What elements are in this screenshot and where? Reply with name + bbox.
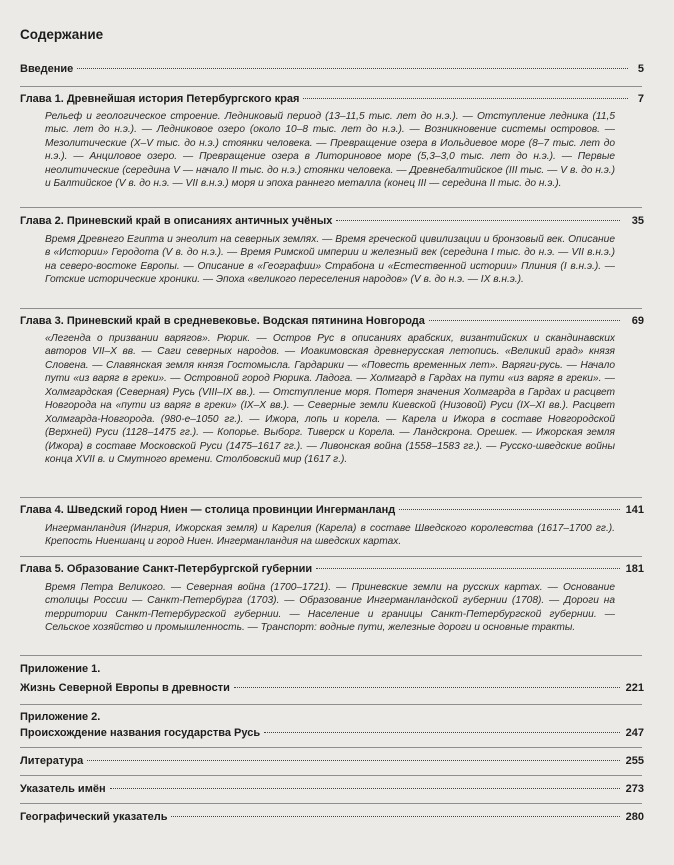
toc-page-number: 280 (625, 811, 644, 823)
chapter-5-description: Время Петра Великого. — Северная война (1700–1721). — Приневские земли на русских картах. — Основание столицы России — Санкт-Петербурга (1703). — Образование Ингерманландской губернии (1708). — Дороги на территории Санкт-Петербургской губернии. — Население и границы Санкт-Петербургской губернии. — Сельское хозяйство и промышленность. — Транспорт: водные пути, железные дороги и основные тракты. (45, 582, 615, 634)
toc-page-number: 7 (637, 93, 644, 105)
divider (20, 497, 642, 498)
toc-entry-chapter-3[interactable] (20, 315, 644, 327)
dot-leader (303, 98, 628, 99)
toc-entry-geo-index[interactable] (20, 811, 644, 823)
dot-leader (87, 760, 620, 761)
toc-entry-label: Географический указатель (20, 811, 168, 823)
toc-entry-label: Указатель имён (20, 783, 106, 795)
divider (20, 207, 642, 208)
toc-entry-chapter-5[interactable] (20, 563, 644, 575)
divider (20, 704, 642, 705)
toc-entry-chapter-4[interactable] (20, 504, 644, 516)
page-title: Содержание (20, 27, 104, 42)
toc-entry-appendix-1[interactable] (20, 682, 644, 694)
toc-entry-appendix-2[interactable] (20, 727, 644, 739)
dot-leader (77, 68, 628, 69)
toc-entry-label: Литература (20, 755, 84, 767)
toc-entry-label: Глава 5. Образование Санкт-Петербургской губернии (20, 563, 313, 575)
toc-page-number: 221 (625, 682, 644, 694)
toc-page-number: 69 (631, 315, 644, 327)
toc-entry-label: Жизнь Северной Европы в древности (20, 682, 230, 694)
chapter-2-description: Время Древнего Египта и энеолит на северных землях. — Время греческой цивилизации и бронзовый век. Описание в «Истории» Геродота (V в. до н.э.). — Время Римской империи и железный век (середина I тыс. до н.э. — VII в.н.э.) на северо-востоке Европы. — Описание в «Географии» Страбона и «Естественной истории» Плиния (I в.н.э.). — Готские исторические хроники. — Эпоха «великого переселения народов» (V в. до н.э. — IX в.н.э.). (45, 234, 615, 286)
dot-leader (171, 816, 620, 817)
divider (20, 86, 642, 87)
toc-entry-label: Глава 2. Приневский край в описаниях античных учёных (20, 215, 333, 227)
toc-entry-chapter-2[interactable] (20, 215, 644, 227)
toc-page-number: 273 (625, 783, 644, 795)
chapter-1-description: Рельеф и геологическое строение. Ледниковый период (13–11,5 тыс. лет до н.э.). — Отступление ледника (11,5 тыс. лет до н.э.). — Ледниковое озеро (около 10–8 тыс. лет до н.э.). — Возникновение системы островов. — Мезолитические (X–V тыс. до н.э.) стоянки человека. — Превращение озера в Иольдиевое море (8–7 тыс. лет до н.э.). — Анциловое озеро. — Превращение озера в Литориновое море (5,3–3,0 тыс. лет до н.э.). — Первые неолитические (середина V — начало II тыс. до н.э.) стоянки человека. — Древнебалтийское (III тыс. — V в. до н.э.) и Балтийское (V в. до н.э. — VII в.н.э.) моря и эпоха раннего металла (конец III — середина II тыс. до н.э.). (45, 111, 615, 190)
divider (20, 775, 642, 776)
toc-page-number: 181 (625, 563, 644, 575)
toc-entry-label: Глава 1. Древнейшая история Петербургского края (20, 93, 300, 105)
toc-entry-chapter-1[interactable] (20, 93, 644, 105)
toc-entry-names-index[interactable] (20, 783, 644, 795)
toc-page-number: 247 (625, 727, 644, 739)
appendix-2-heading: Приложение 2. (20, 711, 101, 723)
dot-leader (316, 568, 620, 569)
dot-leader (399, 509, 620, 510)
toc-page-number: 141 (625, 504, 644, 516)
toc-entry-literature[interactable] (20, 755, 644, 767)
dot-leader (264, 732, 620, 733)
dot-leader (110, 788, 620, 789)
divider (20, 803, 642, 804)
toc-page-number: 5 (637, 63, 644, 75)
divider (20, 308, 642, 309)
toc-entry-intro[interactable] (20, 63, 644, 75)
dot-leader (234, 687, 620, 688)
divider (20, 556, 642, 557)
chapter-4-description: Ингерманландия (Ингрия, Ижорская земля) и Карелия (Карела) в составе Шведского королевства (1617–1700 гг.). Крепость Ниеншанц и город Ниен. Ингерманландия на шведских картах. (45, 523, 615, 548)
divider (20, 655, 642, 656)
toc-entry-label: Глава 3. Приневский край в средневековье. Водская пятинина Новгорода (20, 315, 425, 327)
divider (20, 747, 642, 748)
toc-page-number: 35 (631, 215, 644, 227)
appendix-1-heading: Приложение 1. (20, 663, 101, 675)
toc-entry-label: Введение (20, 63, 74, 75)
toc-entry-label: Глава 4. Шведский город Ниен — столица провинции Ингерманланд (20, 504, 396, 516)
dot-leader (429, 320, 620, 321)
chapter-3-description: «Легенда о призвании варягов». Рюрик. — Остров Рус в описаниях арабских, византийских и скандинавских авторов VII–X вв. — Саги северных народов. — Иоакимовская древнерусская летопись. «Великий град» князя Словена. — Славянская земля князя Гостомысла. Гардарики — «Повесть временных лет». Варяги-русь. — Начало пути «из варяг в греки». — Островной город Рюрика. Ладога. — Холмгард в Гардах на пути «из варяг в греки». — Холмгардская (Северная) Русь (VIII–IX вв.). — Отступление моря. Потеря значения Холмгарда в Гардах и расцвет Новгорода на «пути из варяг в греки» (IX–X вв.). — Северные земли Киевской (Низовой) Руси (IX–XI вв.). Расцвет Холмгарда-Новгорода. (980-е–1050 гг.). — Ижора, лопь и корела. — Карела и Ижора в составе Новгородской (Верхней) Руси (1128–1475 гг.). — Копорье. Выборг. Тиверск и Корела. — Ландскрона. Орешек. — Ижорская земля (Ижора) в составе Московской Руси (1475–1617 гг.). — Ливонская война (1558–1583 гг.). — Русско-шведские войны конца XVII в. и Смутного времени. Столбовский мир (1617 г.). (45, 333, 615, 466)
toc-page-number: 255 (625, 755, 644, 767)
dot-leader (336, 220, 620, 221)
toc-entry-label: Происхождение названия государства Русь (20, 727, 261, 739)
